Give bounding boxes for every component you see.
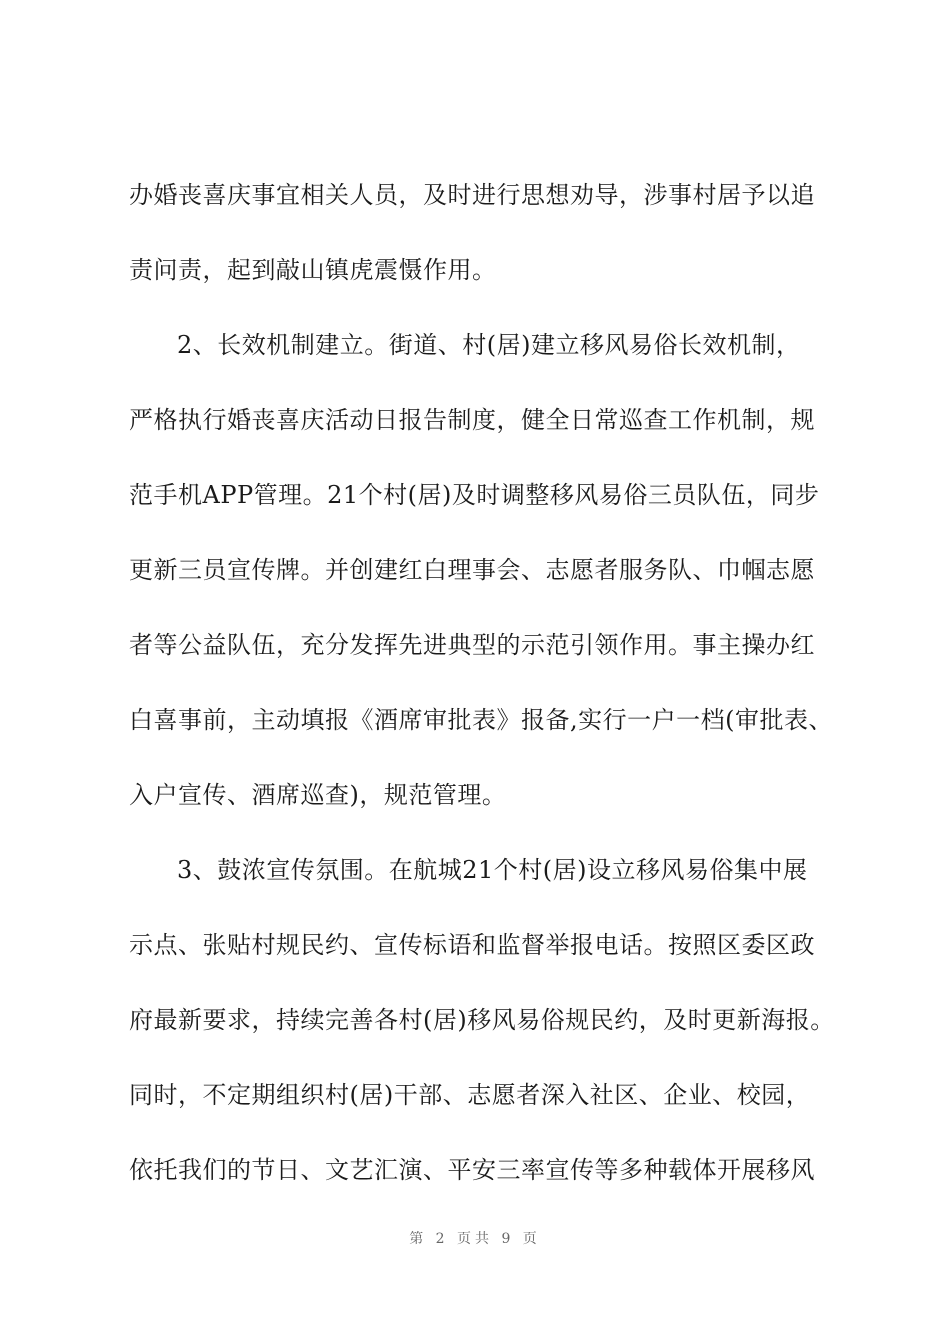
paragraph-line: 示点、张贴村规民约、宣传标语和监督举报电话。按照区委区政 xyxy=(129,931,815,959)
paragraph-line: 办婚丧喜庆事宜相关人员，及时进行思想劝导，涉事村居予以追 xyxy=(129,181,815,209)
paragraph-line-indented: 3、鼓浓宣传氛围。在航城21个村(居)设立移风易俗集中展 xyxy=(177,856,808,884)
paragraph-line: 更新三员宣传牌。并创建红白理事会、志愿者服务队、巾帼志愿 xyxy=(129,556,815,584)
paragraph-line: 严格执行婚丧喜庆活动日报告制度，健全日常巡查工作机制，规 xyxy=(129,406,815,434)
paragraph-line: 府最新要求，持续完善各村(居)移风易俗规民约，及时更新海报。 xyxy=(129,1006,835,1034)
paragraph-line: 依托我们的节日、文艺汇演、平安三率宣传等多种载体开展移风 xyxy=(129,1156,815,1184)
paragraph-line: 入户宣传、酒席巡查)，规范管理。 xyxy=(129,781,507,809)
paragraph-line: 者等公益队伍，充分发挥先进典型的示范引领作用。事主操办红 xyxy=(129,631,815,659)
paragraph-line: 白喜事前，主动填报《酒席审批表》报备,实行一户一档(审批表、 xyxy=(129,706,833,734)
paragraph-line: 范手机APP管理。21个村(居)及时调整移风易俗三员队伍，同步 xyxy=(129,481,820,509)
paragraph-line: 同时，不定期组织村(居)干部、志愿者深入社区、企业、校园， xyxy=(129,1081,811,1109)
page-footer: 第 2 页共 9 页 xyxy=(409,1231,541,1247)
paragraph-line: 责问责，起到敲山镇虎震慑作用。 xyxy=(129,256,497,284)
paragraph-line-indented: 2、长效机制建立。街道、村(居)建立移风易俗长效机制， xyxy=(177,331,801,359)
